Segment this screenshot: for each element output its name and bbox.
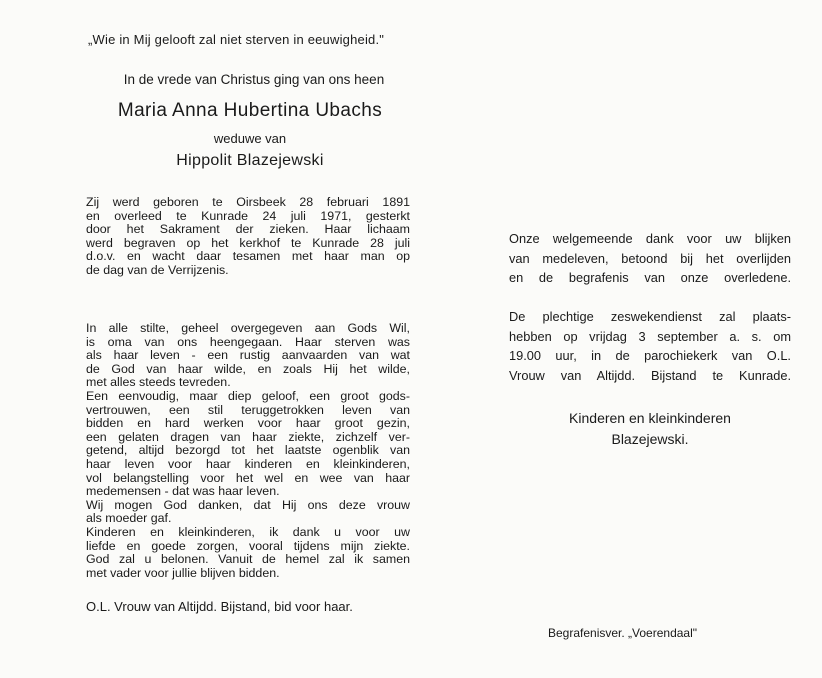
thanks-paragraph bbox=[509, 229, 791, 288]
tribute-line: een gelaten dragen van haar ziekte, zichzelf ver- bbox=[86, 429, 410, 444]
tribute-line: als haar leven - een rustig aanvaarden van wat bbox=[86, 348, 410, 363]
tribute-line: met vader voor jullie blijven bidden. bbox=[86, 565, 280, 580]
tribute-line: medemensen - dat was haar leven. bbox=[86, 484, 280, 499]
biography-line: de dag van de Verrijzenis. bbox=[86, 262, 229, 277]
tribute-line: Wij mogen God danken, dat Hij ons deze vrouw bbox=[86, 497, 410, 512]
service-line: 19.00 uur, in de parochiekerk van O.L. bbox=[509, 348, 791, 364]
thanks-line: van medeleven, betoond bij het overlijden bbox=[509, 250, 791, 266]
tribute-paragraph bbox=[86, 322, 410, 580]
tribute-line: Kinderen en kleinkinderen, ik dank u voor uw bbox=[86, 524, 410, 539]
tribute-line: God zal u belonen. Vanuit de hemel zal ik samen bbox=[86, 552, 410, 567]
service-line: De plechtige zeswekendienst zal plaats- bbox=[509, 309, 791, 324]
tribute-line: is oma van ons heengegaan. Haar sterven was bbox=[86, 334, 410, 349]
biography-line: d.o.v. en wacht daar tesamen met haar man op bbox=[86, 249, 410, 264]
widow-of-label: weduwe van bbox=[213, 131, 287, 146]
tribute-line: getend, altijd bezorgd tot het laatste ogenblik van bbox=[86, 443, 410, 458]
deceased-name: Maria Anna Hubertina Ubachs bbox=[117, 100, 383, 121]
tribute-line: de God van haar wilde, en zoals Hij het wilde, bbox=[86, 361, 410, 376]
husband-name: Hippolit Blazejewski bbox=[176, 152, 324, 169]
service-line: hebben op vrijdag 3 september a. s. om bbox=[509, 328, 791, 344]
tribute-line: In alle stilte, geheel overgegeven aan Gods Wil, bbox=[86, 321, 410, 335]
family-signature bbox=[520, 408, 780, 450]
family-surname: Blazejewski. bbox=[611, 431, 689, 447]
tribute-line: bidden en hard werken voor haar groot gezin, bbox=[86, 416, 410, 431]
scripture-quote: „Wie in Mij gelooft zal niet sterven in eeuwigheid." bbox=[88, 32, 385, 47]
tribute-line: liefde en goede zorgen, vooral tijdens mijn ziekte. bbox=[86, 538, 410, 553]
tribute-line: Een eenvoudig, maar diep geloof, een groot gods- bbox=[86, 388, 410, 403]
service-paragraph bbox=[509, 307, 791, 385]
family-line: Kinderen en kleinkinderen bbox=[569, 410, 731, 426]
biography-line: door het Sakrament der zieken. Haar lichaam bbox=[86, 222, 410, 237]
biography-line: werd begraven op het kerkhof te Kunrade 28 juli bbox=[86, 235, 410, 250]
biography-line: Zij werd geboren te Oirsbeek 28 februari 1891 bbox=[86, 195, 410, 209]
service-line: Vrouw van Altijdd. Bijstand te Kunrade. bbox=[509, 367, 791, 383]
tribute-line: met alles steeds tevreden. bbox=[86, 375, 231, 390]
tribute-line: vol belangstelling voor het wel en wee van haar bbox=[86, 470, 410, 485]
biography-line: en overleed te Kunrade 24 juli 1971, gesterkt bbox=[86, 208, 410, 223]
tribute-line: vertrouwen, een stil teruggetrokken leven van bbox=[86, 402, 410, 417]
thanks-line: en de begrafenis van onze overledene. bbox=[509, 270, 791, 286]
biography-paragraph bbox=[86, 196, 410, 278]
thanks-line: Onze welgemeende dank voor uw blijken bbox=[509, 231, 791, 246]
closing-prayer: O.L. Vrouw van Altijdd. Bijstand, bid voor haar. bbox=[86, 599, 353, 614]
tribute-line: haar leven voor haar kinderen en kleinkinderen, bbox=[86, 456, 410, 471]
undertaker-credit: Begrafenisver. „Voerendaal" bbox=[548, 626, 698, 640]
tribute-line: als moeder gaf. bbox=[86, 511, 172, 526]
intro-line: In de vrede van Christus ging van ons heen bbox=[123, 72, 385, 87]
